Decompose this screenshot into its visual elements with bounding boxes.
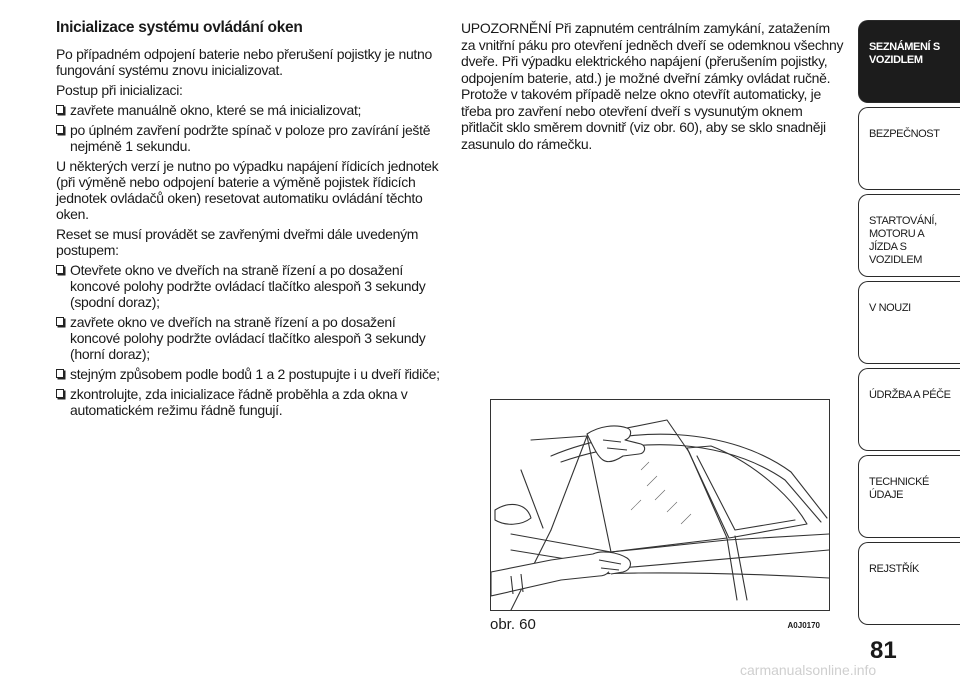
reset-instructions: Reset se musí provádět se zavřenými dveřmi dále uvedeným postupem: — [56, 226, 419, 258]
checkbox-bullet-icon — [56, 265, 64, 274]
tab-seznameni-s-vozidlem[interactable]: SEZNÁMENÍ S VOZIDLEM — [858, 20, 960, 103]
procedure-label: Postup při inicializaci: — [56, 82, 183, 98]
figure-label: obr. 60 — [490, 616, 536, 633]
page-number: 81 — [870, 637, 897, 664]
list-item: zavřete okno ve dveřích na straně řízení a po dosažení koncové polohy podržte ovládací tlačítko alespoň 3 sekundy (horní doraz); — [56, 314, 446, 362]
chapter-tabs — [858, 20, 960, 629]
tab-udrzba-a-pece[interactable]: ÚDRŽBA A PÉČE — [858, 368, 960, 451]
tab-v-nouzi[interactable]: V NOUZI — [858, 281, 960, 364]
intro-paragraph: Po případném odpojení baterie nebo přerušení pojistky je nutno fungování systému znovu inicializovat. — [56, 46, 432, 78]
section-heading: Inicializace systému ovládání oken — [56, 19, 303, 36]
tab-technicke-udaje[interactable]: TECHNICKÉ ÚDAJE — [858, 455, 960, 538]
left-column — [56, 20, 446, 422]
figure-door-window — [490, 399, 830, 611]
list-item: stejným způsobem podle bodů 1 a 2 postupujte i u dveří řidiče; — [56, 366, 446, 382]
tab-startovani[interactable]: STARTOVÁNÍ, MOTORU A JÍZDA S VOZIDLEM — [858, 194, 960, 277]
tab-bezpecnost[interactable]: BEZPEČNOST — [858, 107, 960, 190]
reset-paragraph: U některých verzí je nutno po výpadku napájení řídicích jednotek (při výměně nebo odpojení baterie a výměně pojistek řídicích jednotek ovládačů oken) resetovat automatiku ovládání těchto oken. — [56, 158, 439, 222]
checkbox-bullet-icon — [56, 105, 64, 114]
list-item: po úplném zavření podržte spínač v poloze pro zavírání ještě nejméně 1 sekundu. — [56, 122, 446, 154]
checkbox-bullet-icon — [56, 369, 64, 378]
checkbox-bullet-icon — [56, 317, 64, 326]
watermark: carmanualsonline.info — [740, 662, 877, 678]
figure-caption — [490, 616, 830, 634]
right-column — [461, 20, 846, 152]
figure-code: A0J0170 — [787, 621, 820, 630]
warning-paragraph: UPOZORNĚNÍ Při zapnutém centrálním zamykání, zatažením za vnitřní páku pro otevření jedněch dveří se odemknou všechny dveře. Při výpadku elektrického napájení (přerušením pojistky, odpojením baterie, atd.) je možné dveřní zámky ovládat ručně. Protože v takovém případě nelze okno otevřít automaticky, je třeba pro zavření nebo otevření dveří s vysunutým oknem přitlačit sklo směrem dovnitř (viz obr. 60), aby se sklo snadněji zasunulo do rámečku. — [461, 20, 844, 152]
tab-rejstrik[interactable]: REJSTŘÍK — [858, 542, 960, 625]
list-item: Otevřete okno ve dveřích na straně řízení a po dosažení koncové polohy podržte ovládací tlačítko alespoň 3 sekundy (spodní doraz); — [56, 262, 446, 310]
car-door-illustration — [491, 400, 829, 610]
list-item: zavřete manuálně okno, které se má inicializovat; — [56, 102, 446, 118]
list-item: zkontrolujte, zda inicializace řádně proběhla a zda okna v automatickém režimu řádně fungují. — [56, 386, 446, 418]
checkbox-bullet-icon — [56, 389, 64, 398]
checkbox-bullet-icon — [56, 125, 64, 134]
